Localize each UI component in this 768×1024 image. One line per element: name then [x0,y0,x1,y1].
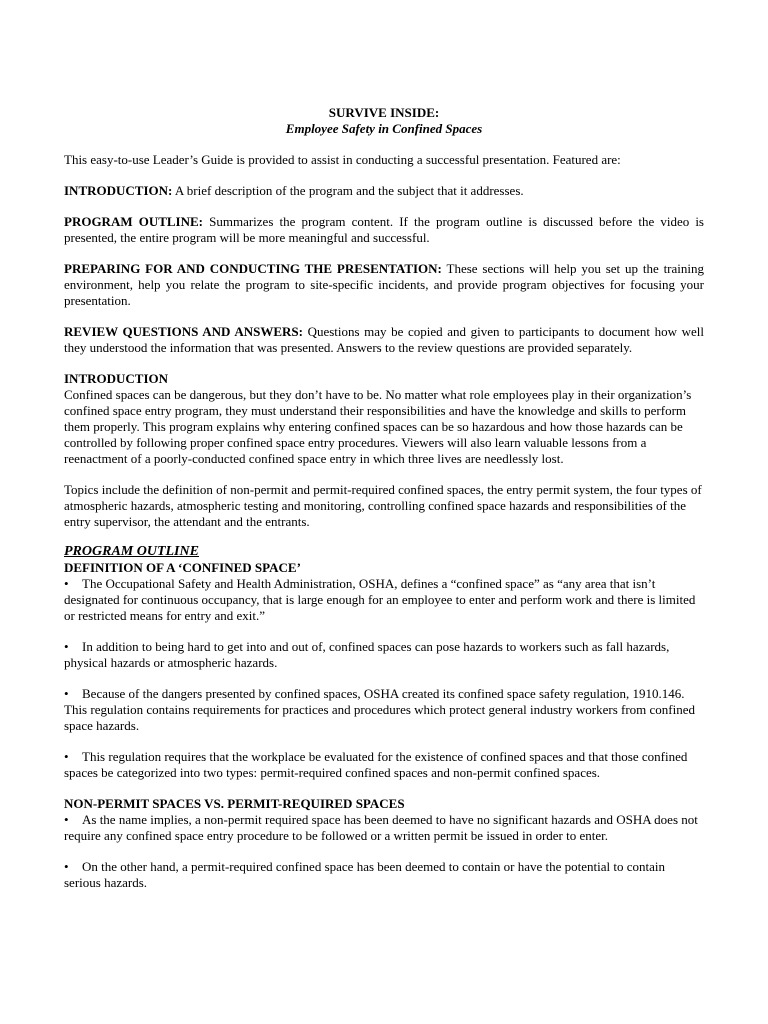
intro-paragraph: This easy-to-use Leader’s Guide is provided to assist in conducting a successful presentation. Featured are: [64,152,621,167]
feature-program-outline [64,214,704,246]
bullet-text: Because of the dangers presented by confined spaces, OSHA created its confined space safety regulation, 1910.146. This regulation contains requirements for practices and procedures which protect general industry workers from confined space hazards. [64,686,696,733]
feature-label: PREPARING FOR AND CONDUCTING THE PRESENTATION: [64,261,442,276]
feature-preparing [64,261,704,309]
nonpermit-bullet-2 [64,859,704,891]
feature-text: Summarizes the program content. If the program outline is discussed before the video is presented, the entire program will be more meaningful and successful. [64,214,704,245]
bullet-icon: • [64,859,69,874]
definition-bullet-3 [64,686,704,734]
bullet-icon: • [64,749,69,764]
bullet-text: The Occupational Safety and Health Administration, OSHA, defines a “confined space” as “any area that isn’t designated for continuous occupancy, that is large enough for an employee to enter and perform work and there is limited or restricted means for entry and exit.” [64,576,696,623]
introduction-paragraph-2: Topics include the definition of non-permit and permit-required confined spaces, the entry permit system, the four types of atmospheric hazards, atmospheric testing and monitoring, controlling confined space hazards and responsibilities of the entry supervisor, the attendant and the entrants. [64,482,702,529]
introduction-heading: INTRODUCTION [64,371,169,386]
bullet-icon: • [64,686,69,701]
feature-label: INTRODUCTION: [64,183,173,198]
feature-label: REVIEW QUESTIONS AND ANSWERS: [64,324,303,339]
feature-introduction [64,183,704,199]
feature-text: A brief description of the program and the subject that it addresses. [174,183,524,198]
bullet-text: As the name implies, a non-permit required space has been deemed to have no significant hazards and OSHA does not require any confined space entry procedure to be followed or a written permit be issued in order to enter. [64,812,698,843]
definition-bullet-1 [64,576,704,624]
title-block [64,105,704,137]
document-title: SURVIVE INSIDE: [328,105,440,120]
bullet-icon: • [64,576,69,591]
introduction-paragraph-1: Confined spaces can be dangerous, but they don’t have to be. No matter what role employees play in their organization’s confined space entry program, they must understand their responsibilities and have the knowledge and skills to perform them properly. This program explains why entering confined spaces can be so hazardous and how those hazards can be controlled by following proper confined space entry procedures. Viewers will also learn valuable lessons from a reenactment of a poorly-conducted confined space entry in which three lives are needlessly lost. [64,387,692,466]
bullet-icon: • [64,639,69,654]
bullet-text: This regulation requires that the workplace be evaluated for the existence of confined spaces and that those confined spaces be categorized into two types: permit-required confined spaces and non-permit confined spaces. [64,749,688,780]
nonpermit-bullet-1 [64,812,704,844]
feature-text: These sections will help you set up the training environment, help you relate the program to site-specific incidents, and provide program objectives for focusing your presentation. [64,261,704,308]
definition-bullet-2 [64,639,704,671]
definition-heading: DEFINITION OF A ‘CONFINED SPACE’ [64,560,301,575]
feature-text: Questions may be copied and given to participants to document how well they understood the information that was presented. Answers to the review questions are provided separately. [64,324,704,355]
bullet-text: In addition to being hard to get into and out of, confined spaces can pose hazards to workers such as fall hazards, physical hazards or atmospheric hazards. [64,639,670,670]
feature-label: PROGRAM OUTLINE: [64,214,203,229]
document-subtitle: Employee Safety in Confined Spaces [285,121,483,136]
bullet-text: On the other hand, a permit-required confined space has been deemed to contain or have the potential to contain serious hazards. [64,859,665,890]
bullet-icon: • [64,812,69,827]
feature-review-questions [64,324,704,356]
nonpermit-heading: NON-PERMIT SPACES VS. PERMIT-REQUIRED SPACES [64,796,405,811]
definition-bullet-4 [64,749,704,781]
program-outline-heading: PROGRAM OUTLINE [64,544,199,559]
